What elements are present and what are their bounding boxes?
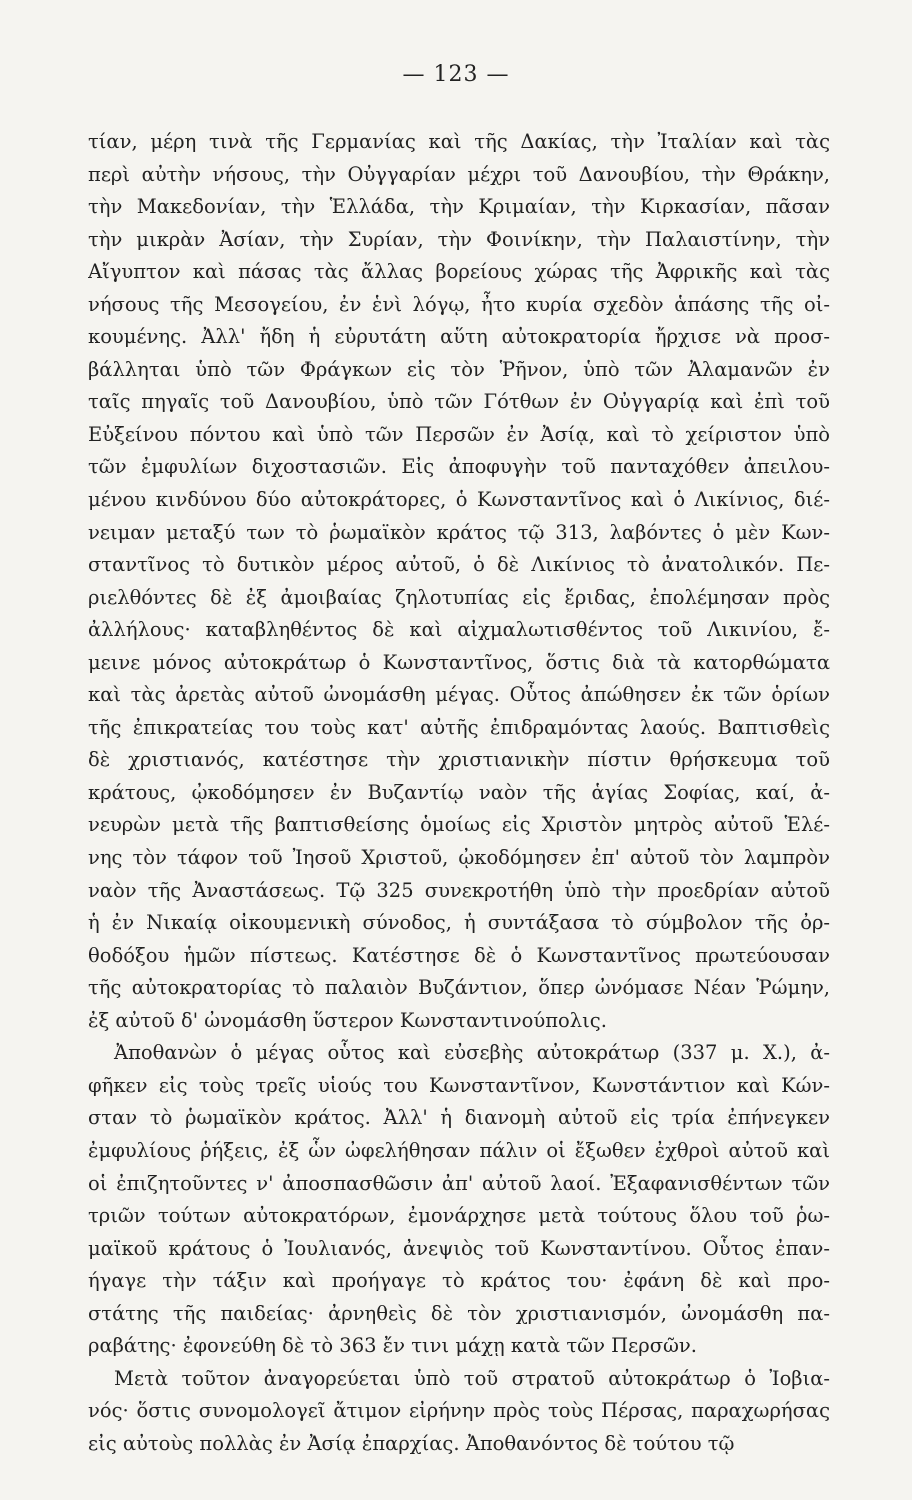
text-line: ριελθόντες δὲ ἐξ ἀμοιβαίας ζηλοτυπίας εἰς ἔριδας, ἐπολέμησαν πρὸς	[88, 585, 830, 609]
text-line: ἐμφυλίους ῥήξεις, ἐξ ὧν ὠφελήθησαν πάλιν οἱ ἔξωθεν ἐχθροὶ αὐτοῦ καὶ	[88, 1138, 830, 1162]
text-line: μένου κινδύνου δύο αὐτοκράτορες, ὁ Κωνσταντῖνος καὶ ὁ Λικίνιος, διέ-	[88, 488, 830, 512]
text-line: οἱ ἐπιζητοῦντες ν' ἀποσπασθῶσιν ἀπ' αὐτοῦ λαοί. Ἐξαφανισθέντων τῶν	[88, 1171, 830, 1195]
text-line: ἀλλήλους· καταβληθέντος δὲ καὶ αἰχμαλωτισθέντος τοῦ Λικινίου, ἔ-	[88, 618, 830, 642]
text-line: Εὐξείνου πόντου καὶ ὑπὸ τῶν Περσῶν ἐν Ἀσίᾳ, καὶ τὸ χείριστον ὑπὸ	[88, 422, 830, 446]
text-line: μαϊκοῦ κράτους ὁ Ἰουλιανός, ἀνεψιὸς τοῦ Κωνσταντίνου. Οὗτος ἐπαν-	[88, 1236, 830, 1260]
text-line: τριῶν τούτων αὐτοκρατόρων, ἐμονάρχησε μετὰ τούτους ὅλου τοῦ ῥω-	[88, 1204, 830, 1228]
text-line: βάλληται ὑπὸ τῶν Φράγκων εἰς τὸν Ῥῆνον, ὑπὸ τῶν Ἀλαμανῶν ἐν	[88, 357, 830, 381]
page-number: — 123 —	[402, 62, 510, 87]
text-line: τὴν μικρὰν Ἀσίαν, τὴν Συρίαν, τὴν Φοινίκην, τὴν Παλαιστίνην, τὴν	[88, 227, 830, 251]
text-line: ραβάτης· ἐφονεύθη δὲ τὸ 363 ἔν τινι μάχῃ κατὰ τῶν Περσῶν.	[88, 1334, 697, 1358]
text-line: σταντῖνος τὸ δυτικὸν μέρος αὐτοῦ, ὁ δὲ Λικίνιος τὸ ἀνατολικόν. Πε-	[88, 553, 830, 577]
text-line: καὶ τὰς ἀρετὰς αὐτοῦ ὠνομάσθη μέγας. Οὗτος ἀπώθησεν ἐκ τῶν ὁρίων	[88, 683, 830, 707]
text-line: κράτους, ᾠκοδόμησεν ἐν Βυζαντίῳ ναὸν τῆς ἁγίας Σοφίας, καί, ἀ-	[88, 780, 830, 804]
text-line: φῆκεν εἰς τοὺς τρεῖς υἱούς του Κωνσταντῖνον, Κωνστάντιον καὶ Κών-	[88, 1073, 830, 1097]
paragraph	[88, 126, 830, 1037]
text-line: μεινε μόνος αὐτοκράτωρ ὁ Κωνσταντῖνος, ὅστις διὰ τὰ κατορθώματα	[88, 650, 830, 674]
text-line: ἡ ἐν Νικαίᾳ οἰκουμενικὴ σύνοδος, ἡ συντάξασα τὸ σύμβολον τῆς ὀρ-	[88, 911, 830, 935]
text-line: εἰς αὐτοὺς πολλὰς ἐν Ἀσίᾳ ἐπαρχίας. Ἀποθανόντος δὲ τούτου τῷ	[88, 1431, 735, 1455]
text-line: τίαν, μέρη τινὰ τῆς Γερμανίας καὶ τῆς Δακίας, τὴν Ἰταλίαν καὶ τὰς	[88, 130, 830, 153]
text-line: νήσους τῆς Μεσογείου, ἐν ἑνὶ λόγῳ, ἦτο κυρία σχεδὸν ἁπάσης τῆς οἰ-	[88, 292, 830, 316]
text-line: νειμαν μεταξύ των τὸ ῥωμαϊκὸν κράτος τῷ 313, λαβόντες ὁ μὲν Κων-	[88, 520, 830, 544]
text-line: τῆς ἐπικρατείας του τοὺς κατ' αὐτῆς ἐπιδραμόντας λαούς. Βαπτισθεὶς	[88, 715, 830, 739]
text-line: Αἴγυπτον καὶ πάσας τὰς ἄλλας βορείους χώρας τῆς Ἀφρικῆς καὶ τὰς	[88, 260, 830, 284]
text-line: ήγαγε τὴν τάξιν καὶ προήγαγε τὸ κράτος του· ἐφάνη δὲ καὶ προ-	[88, 1269, 830, 1293]
text-line: νης τὸν τάφον τοῦ Ἰησοῦ Χριστοῦ, ᾠκοδόμησεν ἐπ' αὐτοῦ τὸν λαμπρὸν	[88, 846, 830, 870]
text-line: περὶ αὐτὴν νήσους, τὴν Οὐγγαρίαν μέχρι τοῦ Δανουβίου, τὴν Θράκην,	[88, 162, 830, 186]
text-line: τὴν Μακεδονίαν, τὴν Ἑλλάδα, τὴν Κριμαίαν, τὴν Κιρκασίαν, πᾶσαν	[88, 195, 830, 219]
text-line: ἐξ αὐτοῦ δ' ὠνομάσθη ὕστερον Κωνσταντινούπολις.	[88, 1008, 607, 1032]
text-line: τῶν ἐμφυλίων διχοστασιῶν. Εἰς ἀποφυγὴν τοῦ πανταχόθεν ἀπειλου-	[88, 455, 830, 479]
text-line: κουμένης. Ἀλλ' ἤδη ἡ εὐρυτάτη αὕτη αὐτοκρατορία ἤρχισε νὰ προσ-	[88, 325, 830, 349]
text-line: στάτης τῆς παιδείας· ἀρνηθεὶς δὲ τὸν χριστιανισμόν, ὠνομάσθη πα-	[88, 1301, 830, 1325]
text-line: θοδόξου ἡμῶν πίστεως. Κατέστησε δὲ ὁ Κωνσταντῖνος πρωτεύουσαν	[88, 943, 830, 967]
text-line: Μετὰ τοῦτον ἀναγορεύεται ὑπὸ τοῦ στρατοῦ αὐτοκράτωρ ὁ Ἰοβια-	[114, 1366, 830, 1390]
text-line: σταν τὸ ῥωμαϊκὸν κράτος. Ἀλλ' ἡ διανομὴ αὐτοῦ εἰς τρία ἐπήνεγκεν	[88, 1106, 830, 1130]
text-line: νός· ὅστις συνομολογεῖ ἄτιμον εἰρήνην πρὸς τοὺς Πέρσας, παραχωρήσας	[88, 1399, 830, 1423]
text-line: Ἀποθανὼν ὁ μέγας οὗτος καὶ εὐσεβὴς αὐτοκράτωρ (337 μ. Χ.), ἀ-	[114, 1041, 830, 1065]
body-text	[88, 126, 830, 1460]
text-line: νευρὼν μετὰ τῆς βαπτισθείσης ὁμοίως εἰς Χριστὸν μητρὸς αὐτοῦ Ἑλέ-	[88, 813, 830, 837]
paragraph	[88, 1037, 830, 1362]
text-line: ναὸν τῆς Ἀναστάσεως. Τῷ 325 συνεκροτήθη ὑπὸ τὴν προεδρίαν αὐτοῦ	[88, 878, 830, 902]
text-line: δὲ χριστιανός, κατέστησε τὴν χριστιανικὴν πίστιν θρήσκευμα τοῦ	[88, 748, 830, 772]
text-line: τῆς αὐτοκρατορίας τὸ παλαιὸν Βυζάντιον, ὅπερ ὠνόμασε Νέαν Ῥώμην,	[88, 976, 830, 1000]
text-line: ταῖς πηγαῖς τοῦ Δανουβίου, ὑπὸ τῶν Γότθων ἐν Οὐγγαρίᾳ καὶ ἐπὶ τοῦ	[88, 390, 830, 414]
paragraph	[88, 1363, 830, 1461]
